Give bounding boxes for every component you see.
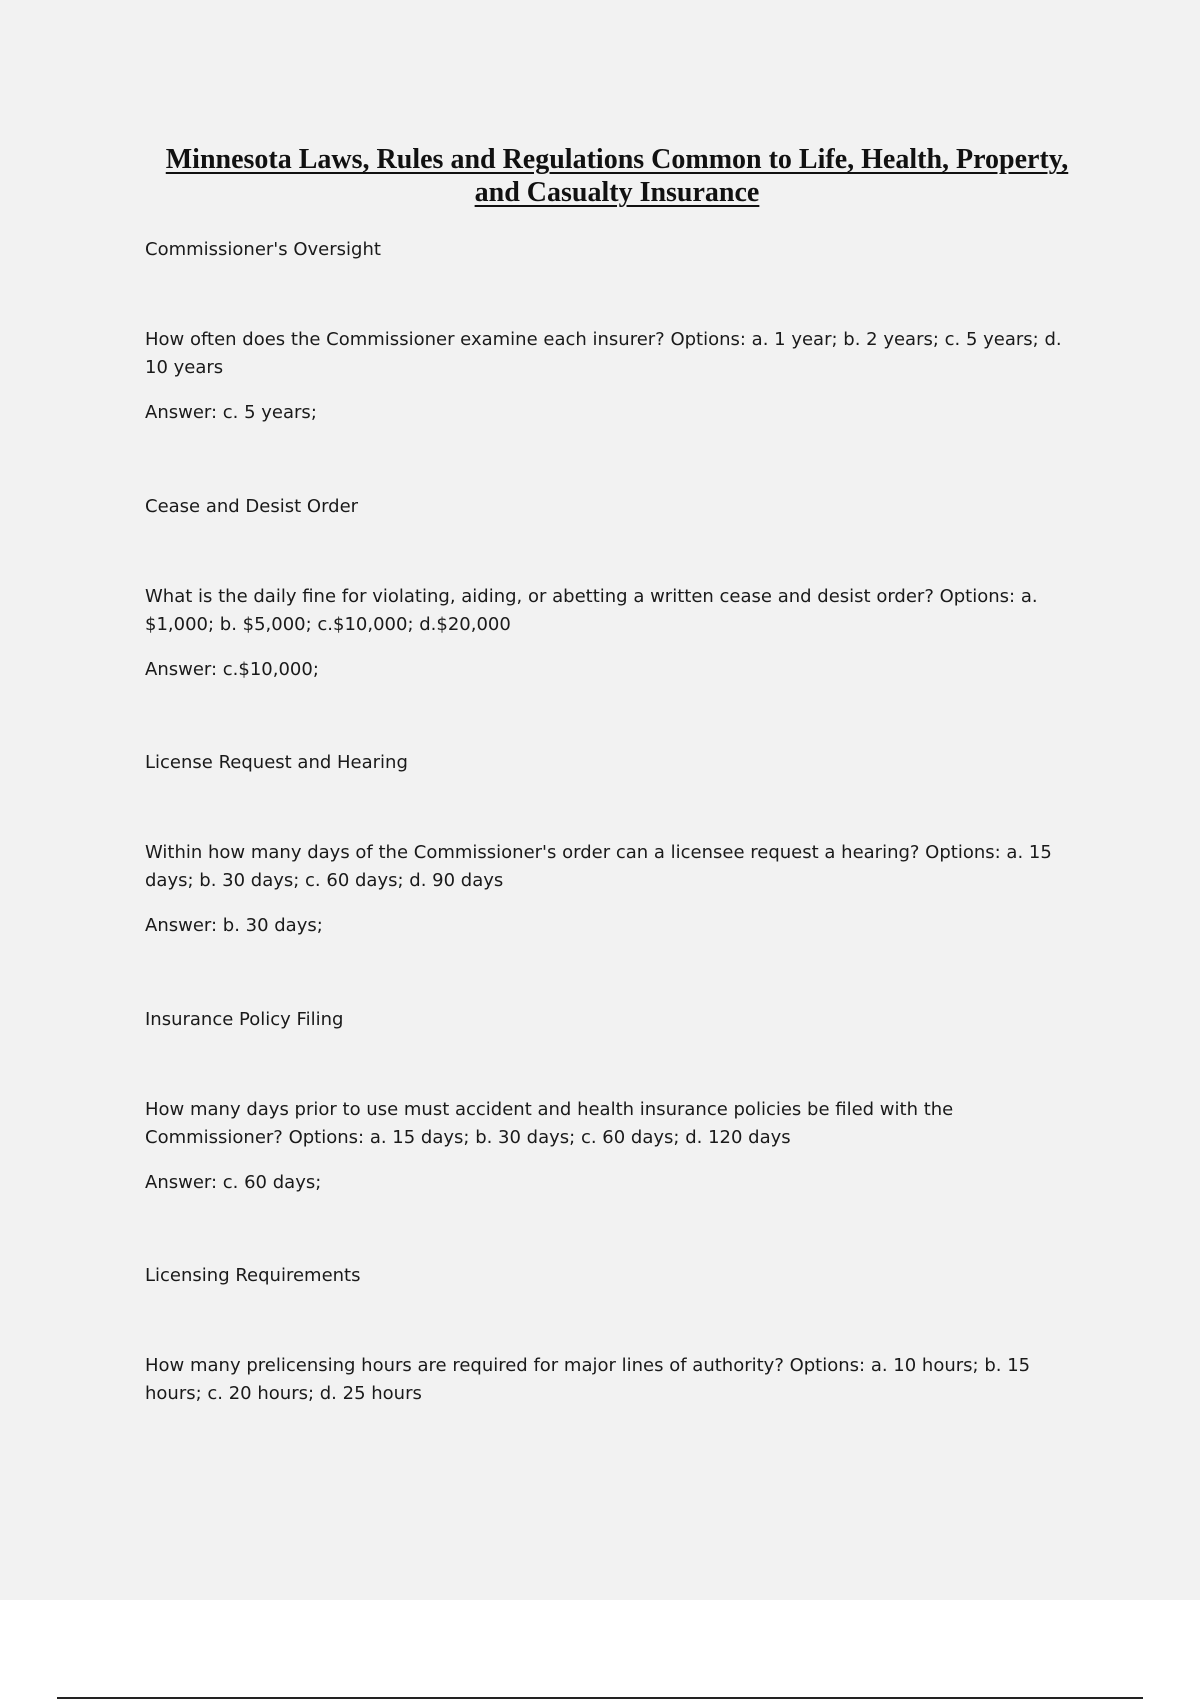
section-heading: License Request and Hearing — [145, 752, 408, 773]
section-insurance-policy-filing — [145, 1006, 1090, 1263]
answer-text: Answer: b. 30 days; — [145, 915, 323, 936]
question-text: What is the daily fine for violating, aiding, or abetting a written cease and desist order? Options: a. $1,000; b. $5,000; c.$10,000; d.$20,000 — [145, 585, 1038, 635]
section-cease-and-desist-order — [145, 493, 1090, 750]
question-text: How many days prior to use must accident and health insurance policies be filed with the Commissioner? Options: a. 15 days; b. 30 days; c. 60 days; d. 120 days — [145, 1098, 954, 1148]
answer-text: Answer: c. 5 years; — [145, 402, 317, 423]
document-title — [130, 143, 1104, 209]
title-line-1: Minnesota Laws, Rules and Regulations Common to Life, Health, Property, — [165, 144, 1069, 175]
document-body — [145, 236, 1090, 1519]
question-text: How many prelicensing hours are required for major lines of authority? Options: a. 10 hours; b. 15 hours; c. 20 hours; d. 25 hours — [145, 1355, 1031, 1404]
footer-divider — [57, 1697, 1143, 1699]
section-commissioners-oversight — [145, 236, 1090, 493]
section-heading: Cease and Desist Order — [145, 495, 359, 517]
section-heading: Licensing Requirements — [145, 1265, 361, 1286]
answer-text: Answer: c. 60 days; — [145, 1171, 322, 1193]
title-line-2: and Casualty Insurance — [474, 177, 760, 208]
section-heading: Commissioner's Oversight — [145, 239, 381, 260]
answer-text: Answer: c.$10,000; — [145, 658, 319, 680]
section-licensing-requirements — [145, 1262, 1090, 1519]
question-text: Within how many days of the Commissioner's order can a licensee request a hearing? Options: a. 15 days; b. 30 days; c. 60 days; d. 90 days — [145, 842, 1052, 891]
section-heading: Insurance Policy Filing — [145, 1008, 344, 1030]
question-text: How often does the Commissioner examine each insurer? Options: a. 1 year; b. 2 years; c. 5 years; d. 10 years — [145, 329, 1062, 378]
section-license-request-and-hearing — [145, 749, 1090, 1006]
